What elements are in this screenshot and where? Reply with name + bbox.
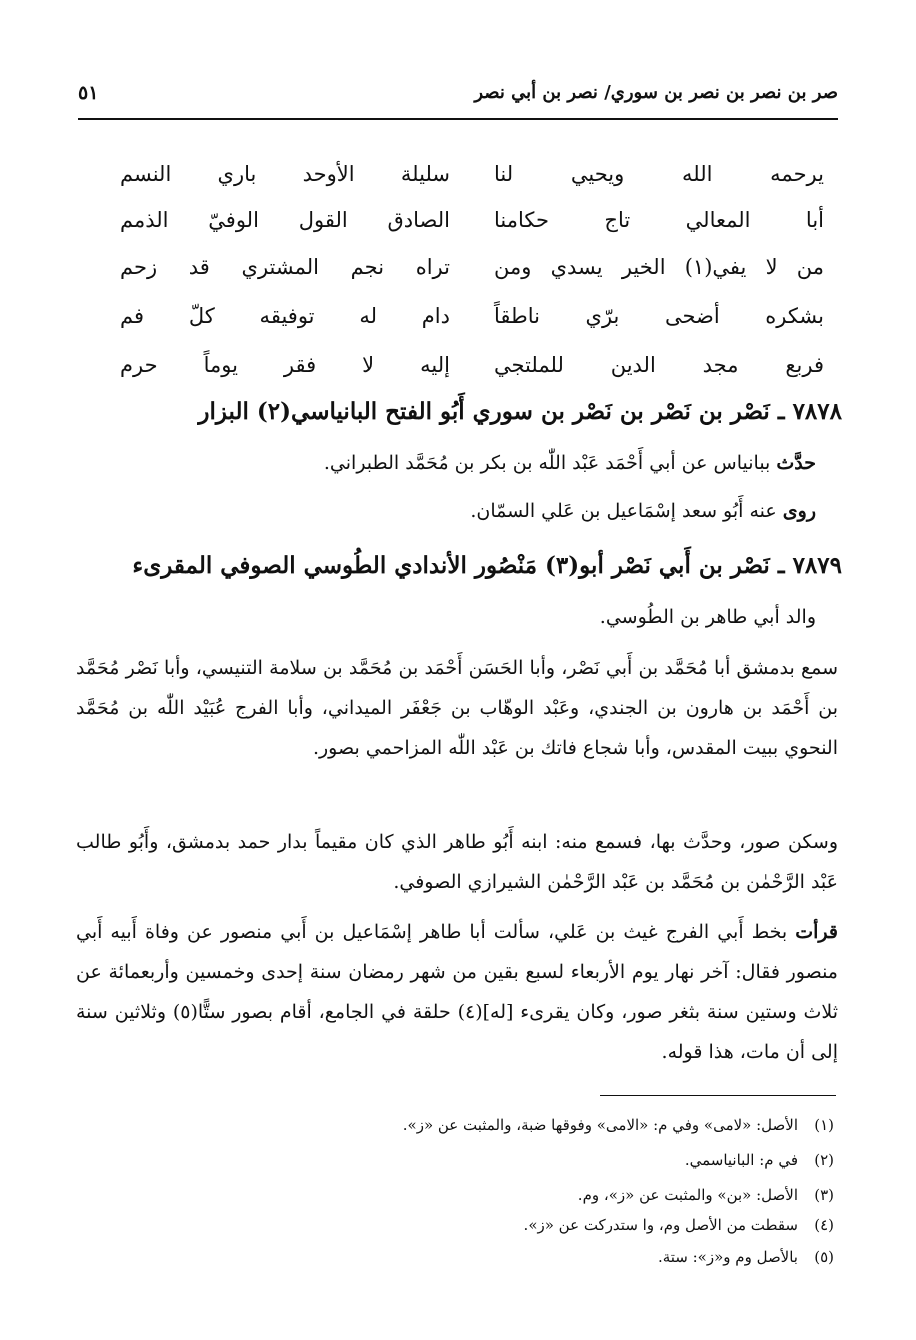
lead-word: حدَّث: [776, 452, 816, 474]
page-number: ٥١: [78, 82, 99, 104]
poem-verse: [120, 245, 824, 289]
paragraph: وسكن صور، وحدَّث بها، فسمع منه: ابنه أَبُو طاهر الذي كان مقيماً بدار حمد بدمشق، وأَبُو طالب عَبْد الرَّحْمٰن بن مُحَمَّد بن عَبْد الرَّحْمٰن الشيرازي الصوفي.: [76, 831, 838, 893]
paragraph: [76, 912, 838, 1072]
footnote-number: (٥): [814, 1248, 834, 1266]
paragraph: سمع بدمشق أبا مُحَمَّد بن أَبي نَصْر، وأبا الحَسَن أَحْمَد بن مُحَمَّد بن سلامة التنيسي، وأبا نَصْر مُحَمَّد بن أَحْمَد بن هارون بن الجندي، وعَبْد الوهّاب بن جَعْفَر الميداني، وأبا الفرج عُبَيْد اللّٰه بن مُحَمَّد النحوي ببيت المقدس، وأبا شجاع فاتك بن عَبْد اللّٰه المزاحمي بصور.: [76, 657, 838, 759]
paragraph-text: بخط أَبي الفرج غيث بن عَلي، سألت أبا طاهر إسْمَاعيل بن أَبي منصور عن وفاة أَبيه أَبي منصور فقال: آخر نهار يوم الأربعاء لسبع بقين من شهر رمضان سنة إحدى وخمسين وأربعمائة عن ثلاث وستين سنة بثغر صور، وكان يقرىء [له](٤) حلقة في الجامع، أقام بصور ستًّا(٥) وثلاثين سنة إلى أن مات، هذا قوله.: [76, 921, 838, 1063]
entry-text-line: [470, 500, 816, 522]
entry-subtitle: والد أبي طاهر بن الطُوسي.: [599, 606, 816, 628]
verse-second-hemistich: الصادق القول الوفيّ الذمم: [120, 208, 450, 232]
lead-word: قرأت: [795, 921, 838, 943]
footnote: [685, 1151, 834, 1169]
poem-verse: [120, 294, 824, 338]
verse-first-hemistich: أبا المعالي تاج حكامنا: [494, 208, 824, 232]
footnote: [403, 1116, 834, 1134]
verse-second-hemistich: تراه نجم المشتري قد زحم: [120, 255, 450, 279]
line-text: عنه أَبُو سعد إسْمَاعيل بن عَلي السمّان.: [470, 500, 783, 522]
footnote-number: (٣): [814, 1186, 834, 1204]
poem-verse: [120, 198, 824, 242]
footnote: [524, 1216, 834, 1234]
page-header: [78, 82, 838, 120]
verse-second-hemistich: دام له توفيقه كلّ فم: [120, 304, 450, 328]
entry-heading: ٧٨٧٩ ـ نَصْر بن أَبي نَصْر أبو(٣) مَنْصُور الأندادي الطُوسي الصوفي المقرىء: [132, 552, 842, 579]
footnote-number: (٢): [814, 1151, 834, 1169]
footnote-text: الأصل: «بن» والمثبت عن «ز»، وم.: [577, 1186, 798, 1204]
footnote-text: بالأصل وم و«ز»: ستة.: [657, 1248, 798, 1266]
footnote-number: (٤): [814, 1216, 834, 1234]
footnote: [658, 1248, 834, 1266]
footnote-separator: [600, 1095, 836, 1096]
verse-first-hemistich: من لا يفي(١) الخير يسدي ومن: [494, 255, 824, 279]
poem-verse: [120, 152, 824, 196]
verse-first-hemistich: فربع مجد الدين للملتجي: [494, 353, 824, 377]
line-text: ببانياس عن أبي أَحْمَد عَبْد اللّٰه بن بكر بن مُحَمَّد الطبراني.: [323, 452, 777, 474]
running-title: صر بن نصر بن نصر بن سوري/ نصر بن أبي نصر: [474, 82, 838, 103]
footnote-number: (١): [814, 1116, 834, 1134]
verse-first-hemistich: بشكره أضحى برّي ناطقاً: [494, 304, 824, 328]
verse-second-hemistich: سليلة الأوحد باري النسم: [120, 162, 450, 186]
verse-second-hemistich: إليه لا فقر يوماً حرم: [120, 353, 450, 377]
footnote: [578, 1186, 834, 1204]
footnote-text: سقطت من الأصل وم، وا ستدركت عن «ز».: [523, 1216, 798, 1234]
footnote-text: الأصل: «لامى» وفي م: «الامى» وفوقها ضبة، والمثبت عن «ز».: [402, 1116, 798, 1134]
verse-first-hemistich: يرحمه الله ويحيي لنا: [494, 162, 824, 186]
poem-verse: [120, 343, 824, 387]
lead-word: روى: [782, 500, 816, 522]
footnote-text: في م: البانياسمي.: [684, 1151, 798, 1169]
entry-text-line: [324, 452, 816, 474]
entry-heading: ٧٨٧٨ ـ نَصْر بن نَصْر بن نَصْر بن سوري أَبُو الفتح البانياسي(٢) البزار: [198, 398, 842, 425]
